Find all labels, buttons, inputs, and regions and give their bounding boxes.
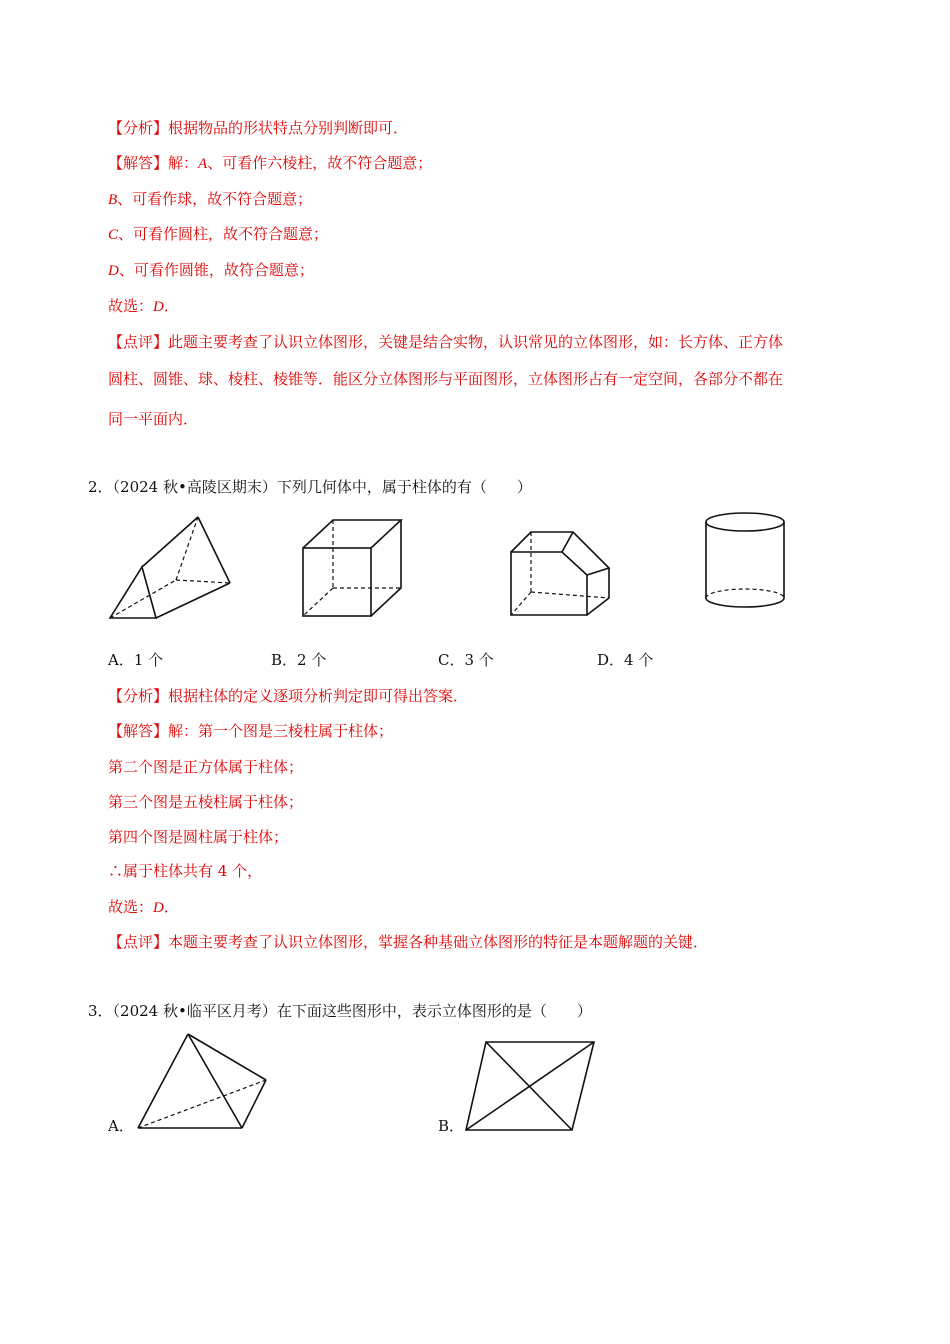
q3-stem	[88, 1001, 592, 1021]
q2-option-b: B．2 个	[271, 651, 327, 669]
q3-option-b-label: B．	[438, 1117, 465, 1135]
comment-text: 本题主要考查了认识立体图形，掌握各种基础立体图形的特征是本题解题的关键．	[168, 933, 709, 951]
cylinder-bottom-back	[706, 589, 784, 598]
q2-comment	[108, 932, 708, 952]
choice-prefix: 故选：	[108, 898, 154, 916]
option-letter: C	[108, 227, 119, 243]
answer-text: 第二个图是正方体属于柱体；	[108, 758, 304, 776]
comment-text: 同一平面内．	[108, 410, 199, 428]
tetrahedron-figure	[136, 1032, 276, 1132]
q1-comment-3	[108, 409, 198, 429]
q2-analysis	[108, 686, 468, 706]
prism-hidden-edge	[176, 580, 230, 583]
tetra-edge	[188, 1034, 242, 1128]
q2-answer-1	[108, 721, 393, 741]
q1-answer-c	[108, 224, 328, 245]
q2-answer-3	[108, 792, 303, 812]
q2-option-c: C．3 个	[438, 651, 494, 669]
q2-option-a: A．1 个	[108, 651, 164, 669]
pentagon-hidden-edge	[511, 592, 531, 615]
q1-choice	[108, 296, 179, 317]
question-number: 3．	[88, 1002, 113, 1020]
cube-front-face	[303, 548, 371, 616]
question-stem: （2024 秋•临平区月考）在下面这些图形中，表示立体图形的是（ ）	[112, 1002, 592, 1020]
answer-text: 解：第一个图是三棱柱属于柱体；	[168, 722, 394, 740]
answer-prefix: 解：	[168, 154, 199, 172]
cylinder-bottom-front	[706, 598, 784, 607]
answer-tag: 【解答】	[108, 154, 169, 172]
analysis-text: 根据柱体的定义逐项分析判定即可得出答案．	[168, 687, 469, 705]
answer-text: 、可看作六棱柱，故不符合题意；	[207, 154, 433, 172]
answer-text: ∴属于柱体共有 4 个，	[108, 862, 263, 880]
comment-text: 圆柱、圆锥、球、棱柱、棱锥等．能区分立体图形与平面图形，立体图形占有一定空间，各部分不都在	[108, 370, 784, 388]
q2-choice	[108, 897, 179, 918]
choice-letter: D	[153, 900, 164, 916]
q2-answer-4	[108, 827, 288, 847]
prism-edge	[198, 517, 230, 583]
cube-figure	[300, 518, 410, 618]
triangular-prism-figure	[108, 515, 238, 620]
analysis-tag: 【分析】	[108, 119, 169, 137]
option-letter: B	[108, 192, 118, 208]
answer-text: 、可看作圆锥，故符合题意；	[118, 261, 314, 279]
tetra-edge	[188, 1034, 266, 1080]
cube-top-edges	[303, 520, 401, 548]
q1-analysis	[108, 118, 408, 138]
q2-stem	[88, 477, 532, 497]
q1-answer-d	[108, 260, 314, 281]
tetra-hidden-edge	[138, 1080, 266, 1128]
q2-answer-5	[108, 861, 262, 881]
answer-text: 、可看作球，故不符合题意；	[117, 190, 313, 208]
q2-answer-2	[108, 757, 303, 777]
comment-tag: 【点评】	[108, 933, 169, 951]
cylinder-figure	[704, 512, 794, 612]
prism-hidden-edge	[110, 580, 176, 618]
answer-text: 第四个图是圆柱属于柱体；	[108, 828, 289, 846]
q1-answer-a	[108, 153, 432, 174]
option-letter: A	[198, 156, 208, 172]
answer-text: 第三个图是五棱柱属于柱体；	[108, 793, 304, 811]
cylinder-top	[706, 513, 784, 531]
pentagonal-prism-figure	[508, 530, 618, 620]
pentagon-hidden-edge	[531, 592, 609, 598]
prism-front-face	[110, 567, 156, 618]
prism-edge	[156, 583, 230, 618]
parallelogram-figure	[464, 1040, 604, 1140]
choice-suffix: ．	[163, 297, 179, 315]
choice-prefix: 故选：	[108, 297, 154, 315]
q2-option-d: D．4 个	[597, 651, 654, 669]
question-number: 2．	[88, 478, 113, 496]
q1-comment-1	[108, 332, 783, 352]
q3-option-a-label: A．	[108, 1117, 134, 1135]
cube-hidden-edge	[303, 588, 333, 616]
analysis-text: 根据物品的形状特点分别判断即可．	[168, 119, 409, 137]
prism-edge	[142, 517, 198, 567]
option-letter: D	[108, 263, 119, 279]
q1-answer-b	[108, 189, 312, 210]
pentagon-front-face	[511, 552, 587, 615]
answer-tag: 【解答】	[108, 722, 169, 740]
comment-tag: 【点评】	[108, 333, 169, 351]
question-stem: （2024 秋•高陵区期末）下列几何体中，属于柱体的有（ ）	[112, 478, 532, 496]
analysis-tag: 【分析】	[108, 687, 169, 705]
comment-text: 此题主要考查了认识立体图形，关键是结合实物，认识常见的立体图形，如：长方体、正方体	[168, 333, 784, 351]
pentagon-top-edges	[511, 532, 609, 575]
pentagon-edge	[562, 532, 573, 552]
q1-comment-2	[108, 369, 783, 389]
answer-text: 、可看作圆柱，故不符合题意；	[118, 225, 329, 243]
tetra-edge	[138, 1034, 188, 1128]
choice-letter: D	[153, 299, 164, 315]
pentagon-right-edges	[587, 568, 609, 615]
choice-suffix: ．	[163, 898, 179, 916]
